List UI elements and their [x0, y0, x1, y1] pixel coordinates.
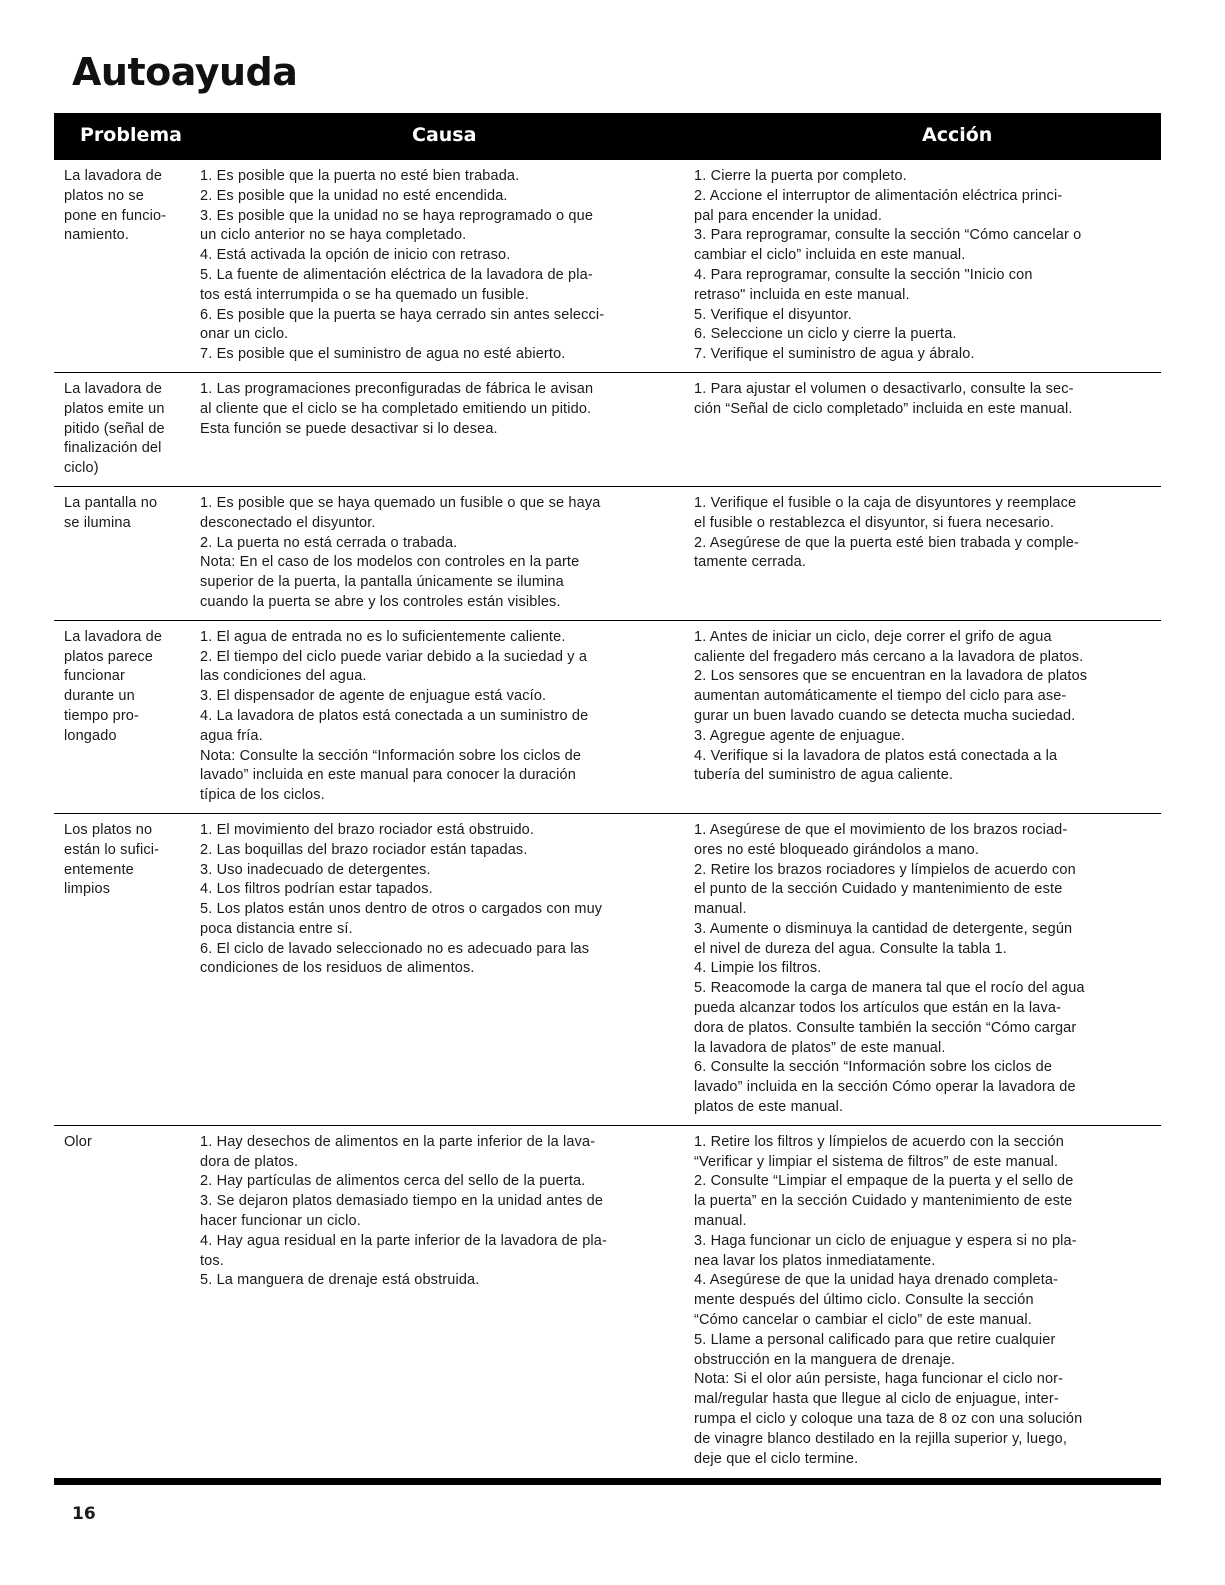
text-line: 5. Verifique el disyuntor.: [694, 306, 852, 323]
text-line: aumentan automáticamente el tiempo del ciclo para ase-: [694, 688, 1067, 705]
text-line: 1. Antes de iniciar un ciclo, deje correr el grifo de agua: [694, 628, 1052, 645]
table-row: [54, 373, 1161, 487]
cause-cell: [200, 821, 670, 979]
text-line: 3. Aumente o disminuya la cantidad de detergente, según: [694, 920, 1073, 937]
text-line: dora de platos.: [200, 1153, 299, 1170]
text-line: 1. El movimiento del brazo rociador está obstruido.: [200, 821, 535, 838]
text-line: Nota: Consulte la sección “Información sobre los ciclos de: [200, 747, 582, 764]
action-cell: [694, 494, 1139, 573]
action-cell: [694, 628, 1139, 786]
text-line: mal/regular hasta que llegue al ciclo de enjuague, inter-: [694, 1391, 1059, 1408]
text-line: rumpa el ciclo y coloque una taza de 8 oz con una solución: [694, 1411, 1083, 1428]
text-line: funcionar: [64, 668, 125, 685]
text-line: Olor: [64, 1133, 92, 1150]
text-line: deje que el ciclo termine.: [694, 1450, 859, 1467]
text-line: 1. Las programaciones preconfiguradas de fábrica le avisan: [200, 380, 594, 397]
text-line: 1. Asegúrese de que el movimiento de los brazos rociad-: [694, 821, 1068, 838]
text-line: Los platos no: [64, 821, 153, 838]
bottom-rule: [54, 1478, 1161, 1485]
text-line: platos no se: [64, 187, 144, 204]
text-line: retraso" incluida en este manual.: [694, 286, 910, 303]
text-line: 4. Los filtros podrían estar tapados.: [200, 881, 433, 898]
text-line: 2. Accione el interruptor de alimentación eléctrica princi-: [694, 187, 1063, 204]
text-line: pal para encender la unidad.: [694, 207, 883, 224]
text-line: están lo sufici-: [64, 841, 160, 858]
cause-cell: [200, 167, 670, 365]
table-row: [54, 814, 1161, 1126]
cause-cell: [200, 628, 670, 806]
text-line: manual.: [694, 901, 747, 918]
text-line: 2. Los sensores que se encuentran en la lavadora de platos: [694, 668, 1088, 685]
text-line: pitido (señal de: [64, 420, 165, 437]
header-action: Acción: [922, 124, 993, 146]
text-line: “Verificar y limpiar el sistema de filtros” de este manual.: [694, 1153, 1059, 1170]
text-line: las condiciones del agua.: [200, 668, 367, 685]
text-line: 4. Hay agua residual en la parte inferior de la lavadora de pla-: [200, 1232, 607, 1249]
text-line: 4. Limpie los filtros.: [694, 960, 822, 977]
text-line: mente después del último ciclo. Consulte la sección: [694, 1292, 1034, 1309]
text-line: tos.: [200, 1252, 224, 1269]
text-line: 2. Hay partículas de alimentos cerca del sello de la puerta.: [200, 1173, 586, 1190]
text-line: 4. Verifique si la lavadora de platos está conectada a la: [694, 747, 1058, 764]
table-row: [54, 160, 1161, 373]
text-line: 6. Consulte la sección “Información sobre los ciclos de: [694, 1059, 1053, 1076]
text-line: típica de los ciclos.: [200, 787, 325, 804]
text-line: la puerta” en la sección Cuidado y mantenimiento de este: [694, 1193, 1073, 1210]
header-cause: Causa: [412, 124, 477, 146]
text-line: platos parece: [64, 648, 154, 665]
text-line: 3. Haga funcionar un ciclo de enjuague y espera si no pla-: [694, 1232, 1077, 1249]
text-line: 1. Es posible que se haya quemado un fusible o que se haya: [200, 494, 601, 511]
text-line: 2. Retire los brazos rociadores y límpielos de acuerdo con: [694, 861, 1076, 878]
problem-cell: [54, 821, 188, 900]
text-line: ores no esté bloqueado girándolos a mano.: [694, 841, 980, 858]
text-line: caliente del fregadero más cercano a la lavadora de platos.: [694, 648, 1084, 665]
text-line: platos de este manual.: [694, 1099, 844, 1116]
text-line: 4. Está activada la opción de inicio con retraso.: [200, 247, 511, 264]
text-line: desconectado el disyuntor.: [200, 514, 376, 531]
text-line: “Cómo cancelar o cambiar el ciclo” de este manual.: [694, 1312, 1032, 1329]
troubleshooting-table: [54, 160, 1161, 1476]
action-cell: [694, 821, 1139, 1118]
text-line: 4. La lavadora de platos está conectada a un suministro de: [200, 707, 589, 724]
text-line: se ilumina: [64, 514, 131, 531]
text-line: namiento.: [64, 227, 130, 244]
text-line: 3. El dispensador de agente de enjuague está vacío.: [200, 688, 547, 705]
table-row: [54, 1126, 1161, 1477]
cause-cell: [200, 494, 670, 613]
text-line: 4. Para reprogramar, consulte la sección "Inicio con: [694, 266, 1033, 283]
text-line: finalización del: [64, 440, 162, 457]
text-line: el fusible o restablezca el disyuntor, si fuera necesario.: [694, 514, 1055, 531]
text-line: 3. Agregue agente de enjuague.: [694, 727, 905, 744]
text-line: un ciclo anterior no se haya completado.: [200, 227, 467, 244]
text-line: tos está interrumpida o se ha quemado un fusible.: [200, 286, 529, 303]
text-line: manual.: [694, 1213, 747, 1230]
cause-cell: [200, 380, 670, 439]
text-line: onar un ciclo.: [200, 326, 289, 343]
text-line: 5. Reacomode la carga de manera tal que el rocío del agua: [694, 980, 1085, 997]
text-line: platos emite un: [64, 400, 165, 417]
text-line: 4. Asegúrese de que la unidad haya drenado completa-: [694, 1272, 1059, 1289]
text-line: 2. Es posible que la unidad no esté encendida.: [200, 187, 508, 204]
text-line: 1. Cierre la puerta por completo.: [694, 168, 907, 184]
page-title: Autoayuda: [72, 50, 298, 94]
text-line: tubería del suministro de agua caliente.: [694, 767, 954, 784]
text-line: 3. Se dejaron platos demasiado tiempo en la unidad antes de: [200, 1193, 604, 1210]
text-line: 5. Llame a personal calificado para que retire cualquier: [694, 1331, 1056, 1348]
text-line: 5. Los platos están unos dentro de otros o cargados con muy: [200, 901, 603, 918]
text-line: el punto de la sección Cuidado y mantenimiento de este: [694, 881, 1063, 898]
text-line: La lavadora de: [64, 628, 163, 645]
text-line: durante un: [64, 688, 135, 705]
text-line: 7. Verifique el suministro de agua y ábralo.: [694, 346, 975, 363]
problem-cell: [54, 1133, 188, 1153]
text-line: 1. Retire los filtros y límpielos de acuerdo con la sección: [694, 1133, 1064, 1150]
text-line: 2. Asegúrese de que la puerta esté bien trabada y comple-: [694, 534, 1079, 551]
text-line: dora de platos. Consulte también la sección “Cómo cargar: [694, 1019, 1077, 1036]
problem-cell: [54, 494, 188, 534]
text-line: 6. Es posible que la puerta se haya cerrado sin antes selecci-: [200, 306, 605, 323]
text-line: ción “Señal de ciclo completado” incluida en este manual.: [694, 400, 1073, 417]
text-line: Esta función se puede desactivar si lo desea.: [200, 420, 498, 437]
text-line: la lavadora de platos” de este manual.: [694, 1039, 946, 1056]
text-line: condiciones de los residuos de alimentos.: [200, 960, 475, 977]
text-line: poca distancia entre sí.: [200, 920, 353, 937]
text-line: 2. Consulte “Limpiar el empaque de la puerta y el sello de: [694, 1173, 1074, 1190]
text-line: el nivel de dureza del agua. Consulte la tabla 1.: [694, 940, 1007, 957]
action-cell: [694, 1133, 1139, 1470]
text-line: 1. Hay desechos de alimentos en la parte inferior de la lava-: [200, 1133, 596, 1150]
text-line: hacer funcionar un ciclo.: [200, 1213, 361, 1230]
action-cell: [694, 167, 1139, 365]
text-line: 1. Verifique el fusible o la caja de disyuntores y reemplace: [694, 494, 1077, 511]
text-line: 5. La manguera de drenaje está obstruida.: [200, 1272, 480, 1289]
table-row: [54, 621, 1161, 814]
text-line: 6. El ciclo de lavado seleccionado no es adecuado para las: [200, 940, 590, 957]
problem-cell: [54, 380, 188, 479]
text-line: de vinagre blanco destilado en la rejilla superior y, luego,: [694, 1430, 1068, 1447]
text-line: limpios: [64, 881, 111, 898]
text-line: entemente: [64, 861, 134, 878]
text-line: 5. La fuente de alimentación eléctrica de la lavadora de pla-: [200, 266, 593, 283]
text-line: ciclo): [64, 460, 99, 477]
table-header: [54, 113, 1161, 160]
header-problem: Problema: [80, 124, 182, 146]
text-line: Nota: En el caso de los modelos con controles en la parte: [200, 554, 580, 571]
text-line: 3. Uso inadecuado de detergentes.: [200, 861, 431, 878]
table-row: [54, 487, 1161, 621]
text-line: 2. La puerta no está cerrada o trabada.: [200, 534, 458, 551]
text-line: La lavadora de: [64, 168, 163, 184]
text-line: agua fría.: [200, 727, 263, 744]
text-line: Nota: Si el olor aún persiste, haga funcionar el ciclo nor-: [694, 1371, 1064, 1388]
cause-cell: [200, 1133, 670, 1291]
text-line: 7. Es posible que el suministro de agua no esté abierto.: [200, 346, 566, 363]
text-line: tamente cerrada.: [694, 554, 807, 571]
text-line: 6. Seleccione un ciclo y cierre la puerta.: [694, 326, 957, 343]
text-line: gurar un buen lavado cuando se detecta mucha suciedad.: [694, 707, 1076, 724]
text-line: 2. El tiempo del ciclo puede variar debido a la suciedad y a: [200, 648, 588, 665]
text-line: La pantalla no: [64, 494, 158, 511]
text-line: al cliente que el ciclo se ha completado emitiendo un pitido.: [200, 400, 592, 417]
text-line: cuando la puerta se abre y los controles están visibles.: [200, 593, 561, 610]
text-line: 2. Las boquillas del brazo rociador están tapadas.: [200, 841, 528, 858]
text-line: 3. Es posible que la unidad no se haya reprogramado o que: [200, 207, 594, 224]
text-line: nea lavar los platos inmediatamente.: [694, 1252, 936, 1269]
text-line: 1. El agua de entrada no es lo suficientemente caliente.: [200, 628, 566, 645]
text-line: lavado” incluida en la sección Cómo operar la lavadora de: [694, 1079, 1076, 1096]
text-line: 1. Para ajustar el volumen o desactivarlo, consulte la sec-: [694, 380, 1074, 397]
text-line: lavado” incluida en este manual para conocer la duración: [200, 767, 576, 784]
text-line: pueda alcanzar todos los artículos que están en la lava-: [694, 1000, 1062, 1017]
page-number: 16: [72, 1504, 96, 1524]
text-line: La lavadora de: [64, 380, 163, 397]
text-line: cambiar el ciclo” incluida en este manual.: [694, 247, 966, 264]
text-line: obstrucción en la manguera de drenaje.: [694, 1351, 956, 1368]
problem-cell: [54, 628, 188, 747]
text-line: tiempo pro-: [64, 707, 139, 724]
problem-cell: [54, 167, 188, 246]
text-line: pone en funcio-: [64, 207, 167, 224]
text-line: superior de la puerta, la pantalla únicamente se ilumina: [200, 574, 564, 591]
text-line: 1. Es posible que la puerta no esté bien trabada.: [200, 168, 520, 184]
text-line: longado: [64, 727, 117, 744]
text-line: 3. Para reprogramar, consulte la sección “Cómo cancelar o: [694, 227, 1082, 244]
action-cell: [694, 380, 1139, 420]
